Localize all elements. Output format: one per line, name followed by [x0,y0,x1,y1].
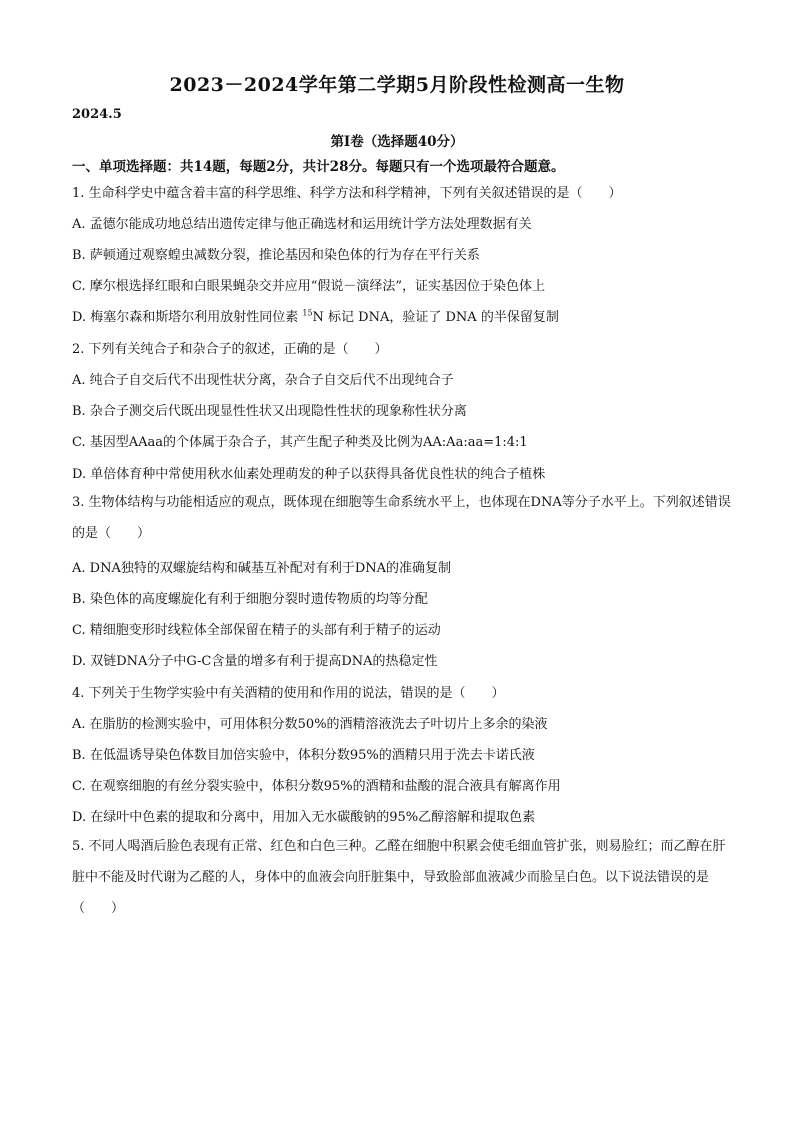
question-2-option-d: D. 单倍体育种中常使用秋水仙素处理萌发的种子以获得具备优良性状的纯合子植株 [72,467,546,482]
question-3-option-d: D. 双链DNA分子中G-C含量的增多有利于提高DNA的热稳定性 [72,654,438,669]
part-heading: 第Ⅰ卷（选择题40分） [330,134,464,150]
question-1-option-c: C. 摩尔根选择红眼和白眼果蝇杂交并应用“假说－演绎法”，证实基因位于染色体上 [72,279,546,294]
section-heading: 一、单项选择题：共14题，每题2分，共计28分。每题只有一个选项最符合题意。 [72,159,565,175]
question-4-stem: 4. 下列关于生物学实验中有关酒精的使用和作用的说法，错误的是（ ） [72,686,505,701]
question-4-option-c: C. 在观察细胞的有丝分裂实验中，体积分数95%的酒精和盐酸的混合液具有解离作用 [72,779,561,794]
question-3-stem: 3. 生物体结构与功能相适应的观点，既体现在细胞等生命系统水平上，也体现在DNA等分子水平上。下列叙述错误的是（ ） [72,495,731,541]
question-2-option-b: B. 杂合子测交后代既出现显性性状又出现隐性性状的现象称性状分离 [72,404,467,419]
question-5-stem: 5. 不同人喝酒后脸色表现有正常、红色和白色三种。乙醛在细胞中积累会使毛细血管扩张，则易脸红；而乙醇在肝脏中不能及时代谢为乙醛的人，身体中的血液会向肝脏集中，导致脸部血液减少而脸呈白色。以下说法错误的是（ ） [72,839,726,916]
question-2-option-a: A. 纯合子自交后代不出现性状分离，杂合子自交后代不出现纯合子 [72,373,454,388]
question-4-option-b: B. 在低温诱导染色体数目加倍实验中，体积分数95%的酒精只用于洗去卡诺氏液 [72,748,535,763]
question-2-stem: 2. 下列有关纯合子和杂合子的叙述，正确的是（ ） [72,342,388,357]
question-4-option-d: D. 在绿叶中色素的提取和分离中，用加入无水碳酸钠的95%乙醇溶解和提取色素 [72,810,536,825]
question-1-stem: 1. 生命科学史中蕴含着丰富的科学思维、科学方法和科学精神，下列有关叙述错误的是（ ） [72,186,622,201]
question-2-option-c: C. 基因型AAaa的个体属于杂合子，其产生配子种类及比例为AA:Aa:aa=1:4:1 [72,435,528,450]
question-3-option-a: A. DNA独特的双螺旋结构和碱基互补配对有利于DNA的准确复制 [72,561,452,576]
question-1-option-d: D. 梅塞尔森和斯塔尔利用放射性同位素 $^{15}$N 标记 DNA，验证了 DNA 的半保留复制 [72,308,559,325]
question-4-option-a: A. 在脂肪的检测实验中，可用体积分数50%的酒精溶液洗去子叶切片上多余的染液 [72,717,548,732]
question-1-option-a: A. 孟德尔能成功地总结出遗传定律与他正确选材和运用统计学方法处理数据有关 [72,217,532,232]
question-3-option-c: C. 精细胞变形时线粒体全部保留在精子的头部有利于精子的运动 [72,623,441,638]
question-1-option-b: B. 萨顿通过观察蝗虫减数分裂，推论基因和染色体的行为存在平行关系 [72,248,480,263]
exam-date: 2024.5 [72,107,122,122]
page-title: 2023－2024学年第二学期5月阶段性检测高一生物 [169,74,625,96]
question-3-option-b: B. 染色体的高度螺旋化有利于细胞分裂时遗传物质的均等分配 [72,592,428,607]
